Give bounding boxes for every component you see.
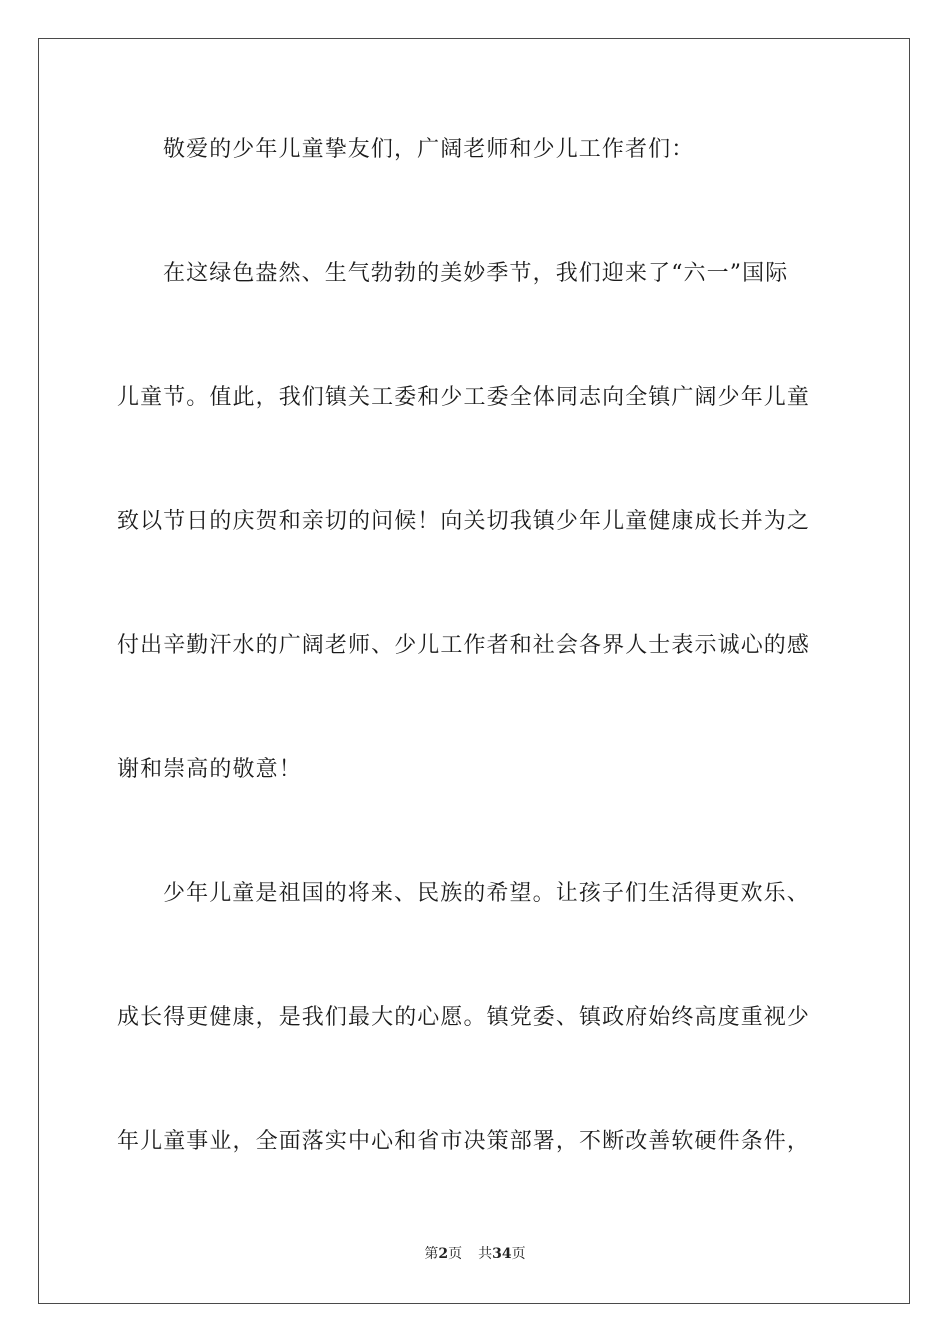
page-footer [0, 1245, 950, 1263]
text-line: 年儿童事业，全面落实中心和省市决策部署，不断改善软硬件条件， [117, 1129, 811, 1154]
page-prefix: 第 [424, 1246, 439, 1262]
text-line: 谢和崇高的敬意！ [117, 757, 302, 782]
page-suffix: 页 [448, 1246, 463, 1262]
text-line: 付出辛勤汗水的广阔老师、少儿工作者和社会各界人士表示诚心的感 [117, 633, 811, 658]
page-frame [38, 38, 910, 1304]
page-number: 2 [438, 1246, 449, 1262]
text-line: 少年儿童是祖国的将来、民族的希望。让孩子们生活得更欢乐、 [163, 881, 810, 906]
text-line: 在这绿色盎然、生气勃勃的美妙季节，我们迎来了“六一”国际 [163, 261, 789, 286]
text-line: 敬爱的少年儿童挚友们，广阔老师和少儿工作者们： [163, 137, 695, 162]
total-pages: 34 [492, 1246, 512, 1262]
text-line: 致以节日的庆贺和亲切的问候！向关切我镇少年儿童健康成长并为之 [117, 509, 811, 534]
total-suffix: 页 [511, 1246, 526, 1262]
total-prefix: 共 [478, 1246, 493, 1262]
text-line: 成长得更健康，是我们最大的心愿。镇党委、镇政府始终高度重视少 [117, 1005, 811, 1030]
text-line: 儿童节。值此，我们镇关工委和少工委全体同志向全镇广阔少年儿童 [117, 385, 811, 410]
